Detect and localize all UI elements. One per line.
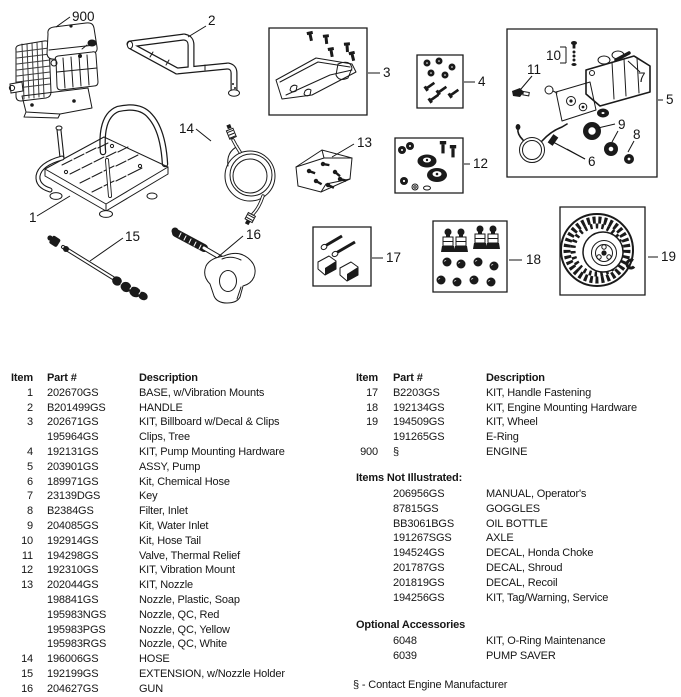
part-row <box>0 460 340 475</box>
part-description: DECAL, Recoil <box>486 576 558 589</box>
part-number: 6048 <box>393 635 417 647</box>
part-row <box>340 415 681 430</box>
part-number: 202044GS <box>47 579 99 592</box>
part-number: 192134GS <box>393 401 445 414</box>
part-number: 23139DGS <box>47 490 101 503</box>
part-number: 204085GS <box>47 519 99 532</box>
part-description: GOGGLES <box>486 502 540 515</box>
part-description: KIT, Tag/Warning, Service <box>486 591 609 604</box>
callout-4: 4 <box>478 74 486 89</box>
part-row <box>0 519 340 534</box>
part-description: KIT, Billboard w/Decal & Clips <box>139 416 280 429</box>
part-number: B201499GS <box>47 401 106 414</box>
callout-3: 3 <box>383 65 391 80</box>
header-item: Item <box>10 372 33 384</box>
item-number: 11 <box>21 549 33 562</box>
callout-17: 17 <box>386 250 402 265</box>
callout-9: 9 <box>618 117 626 132</box>
part-description: Nozzle, QC, White <box>139 638 227 651</box>
callout-19: 19 <box>661 249 677 264</box>
part-row <box>0 563 340 578</box>
item-number: 1 <box>27 386 33 399</box>
part-number: 194509GS <box>393 416 445 429</box>
part-number: 194524GS <box>393 547 445 560</box>
part-number: 194298GS <box>47 549 99 562</box>
part-row <box>0 386 340 401</box>
callout-900: 900 <box>72 9 95 24</box>
part-number: 206956GS <box>393 488 445 500</box>
part-description: Filter, Inlet <box>139 505 188 518</box>
item-number: 10 <box>21 534 33 547</box>
part-number: 202671GS <box>47 416 99 429</box>
part-description: E-Ring <box>486 431 519 444</box>
part-number: B2384GS <box>47 505 94 518</box>
part-row <box>0 608 340 623</box>
part-row <box>340 386 681 401</box>
callout-15: 15 <box>125 229 141 244</box>
part-number: 201787GS <box>393 561 445 574</box>
part-number: 196006GS <box>47 653 99 666</box>
parts-table-right <box>340 0 681 697</box>
table-header <box>0 371 340 386</box>
not-illustrated-title: Items Not Illustrated: <box>356 472 463 484</box>
part-row <box>340 430 681 445</box>
item-number: 16 <box>21 682 33 695</box>
part-number: 195983NGS <box>47 608 107 621</box>
part-description: BASE, w/Vibration Mounts <box>139 386 265 399</box>
part-description: DECAL, Shroud <box>486 561 563 574</box>
part-description: KIT, Pump Mounting Hardware <box>139 445 285 458</box>
header-part: Part # <box>393 372 423 384</box>
part-row <box>0 430 340 445</box>
part-row <box>340 546 681 561</box>
part-row <box>0 504 340 519</box>
part-number: 189971GS <box>47 475 99 488</box>
item-number: 9 <box>27 519 33 532</box>
part-description: KIT, Wheel <box>486 416 538 429</box>
part-row <box>0 682 340 697</box>
right-table-rows <box>340 386 681 460</box>
part-row <box>0 475 340 490</box>
callout-2: 2 <box>208 13 216 28</box>
part-description: KIT, O-Ring Maintenance <box>486 635 606 647</box>
callout-10: 10 <box>546 48 562 63</box>
item-number: 6 <box>27 475 33 488</box>
part-row <box>340 517 681 532</box>
part-number: 203901GS <box>47 460 99 473</box>
part-description: KIT, Engine Mounting Hardware <box>486 401 637 414</box>
parts-table-left <box>0 0 340 697</box>
part-row <box>0 401 340 416</box>
table-header <box>340 371 681 386</box>
not-illustrated-rows <box>340 487 681 605</box>
part-number: 198841GS <box>47 593 99 606</box>
part-row <box>0 415 340 430</box>
part-row <box>340 531 681 546</box>
part-row <box>0 549 340 564</box>
part-description: OIL BOTTLE <box>486 517 548 530</box>
part-number: 191267SGS <box>393 532 452 545</box>
part-description: HOSE <box>139 653 170 666</box>
part-row <box>340 487 681 502</box>
part-row <box>340 576 681 591</box>
optional-accessories-title: Optional Accessories <box>356 619 466 631</box>
item-number: 900 <box>360 445 378 458</box>
item-number: 15 <box>21 667 33 680</box>
part-row <box>0 637 340 652</box>
part-row <box>340 591 681 606</box>
callout-13: 13 <box>357 135 373 150</box>
part-row <box>0 652 340 667</box>
item-number: 14 <box>21 653 33 666</box>
part-number: 87815GS <box>393 502 439 515</box>
part-row <box>0 593 340 608</box>
part-row <box>340 502 681 517</box>
callout-7: 7 <box>638 70 646 85</box>
part-row <box>340 649 681 664</box>
part-row <box>0 534 340 549</box>
part-number: 6039 <box>393 649 417 662</box>
item-number: 19 <box>366 416 378 429</box>
part-row <box>340 445 681 460</box>
part-description: KIT, Handle Fastening <box>486 386 592 399</box>
part-number: 191265GS <box>393 431 445 444</box>
part-description: ASSY, Pump <box>139 460 201 473</box>
left-table-rows <box>0 386 340 697</box>
part-description: Kit, Hose Tail <box>139 534 201 547</box>
part-description: MANUAL, Operator's <box>486 488 587 500</box>
item-number: 3 <box>27 416 33 429</box>
part-number: 192131GS <box>47 445 99 458</box>
part-description: ENGINE <box>486 445 528 458</box>
part-number: 195983PGS <box>47 623 106 636</box>
part-row <box>0 489 340 504</box>
part-number: 202670GS <box>47 386 99 399</box>
item-number: 5 <box>27 460 33 473</box>
part-description: EXTENSION, w/Nozzle Holder <box>139 667 285 680</box>
part-row <box>0 623 340 638</box>
callout-6: 6 <box>588 154 596 169</box>
item-number: 7 <box>27 490 33 503</box>
part-description: Nozzle, Plastic, Soap <box>139 593 240 606</box>
part-number: 192914GS <box>47 534 99 547</box>
part-number: 195964GS <box>47 431 99 444</box>
callout-12: 12 <box>473 156 489 171</box>
part-description: Key <box>139 490 158 503</box>
item-number: 4 <box>27 445 33 458</box>
header-description: Description <box>139 372 198 384</box>
part-row <box>340 401 681 416</box>
part-description: DECAL, Honda Choke <box>486 547 594 560</box>
part-row <box>0 445 340 460</box>
callout-18: 18 <box>526 252 542 267</box>
part-number: 192199GS <box>47 667 99 680</box>
part-number: B2203GS <box>393 386 440 399</box>
part-number: 194256GS <box>393 591 445 604</box>
part-row <box>340 561 681 576</box>
callout-16: 16 <box>246 227 262 242</box>
part-description: Kit, Water Inlet <box>139 519 209 532</box>
part-number: 204627GS <box>47 682 99 695</box>
part-description: Valve, Thermal Relief <box>139 549 240 562</box>
part-row <box>0 667 340 682</box>
callout-11: 11 <box>527 62 542 77</box>
part-description: HANDLE <box>139 401 183 414</box>
callout-8: 8 <box>633 127 641 142</box>
callout-14: 14 <box>179 121 195 136</box>
callout-1: 1 <box>29 210 37 225</box>
item-number: 2 <box>27 401 33 414</box>
part-description: KIT, Nozzle <box>139 579 193 592</box>
part-description: AXLE <box>486 532 514 545</box>
part-description: Nozzle, QC, Red <box>139 608 220 621</box>
item-number: 8 <box>27 505 33 518</box>
header-item: Item <box>355 372 378 384</box>
part-number: § <box>393 445 399 458</box>
part-description: GUN <box>139 682 163 695</box>
callout-5: 5 <box>666 92 674 107</box>
item-number: 13 <box>21 579 33 592</box>
part-number: 195983RGS <box>47 638 107 651</box>
item-number: 12 <box>21 564 33 577</box>
part-number: BB3061BGS <box>393 517 455 530</box>
header-part: Part # <box>47 372 77 384</box>
engine-footnote: § - Contact Engine Manufacturer <box>353 679 508 691</box>
part-description: Clips, Tree <box>139 431 190 444</box>
part-description: Nozzle, QC, Yellow <box>139 623 230 636</box>
item-number: 17 <box>366 386 378 399</box>
part-description: PUMP SAVER <box>486 649 556 662</box>
item-number: 18 <box>366 401 378 414</box>
part-number: 201819GS <box>393 576 445 589</box>
optional-accessories-rows <box>340 634 681 664</box>
part-description: KIT, Vibration Mount <box>139 564 235 577</box>
part-description: Kit, Chemical Hose <box>139 475 230 488</box>
header-description: Description <box>486 372 545 384</box>
part-row <box>340 634 681 649</box>
part-number: 192310GS <box>47 564 99 577</box>
part-row <box>0 578 340 593</box>
